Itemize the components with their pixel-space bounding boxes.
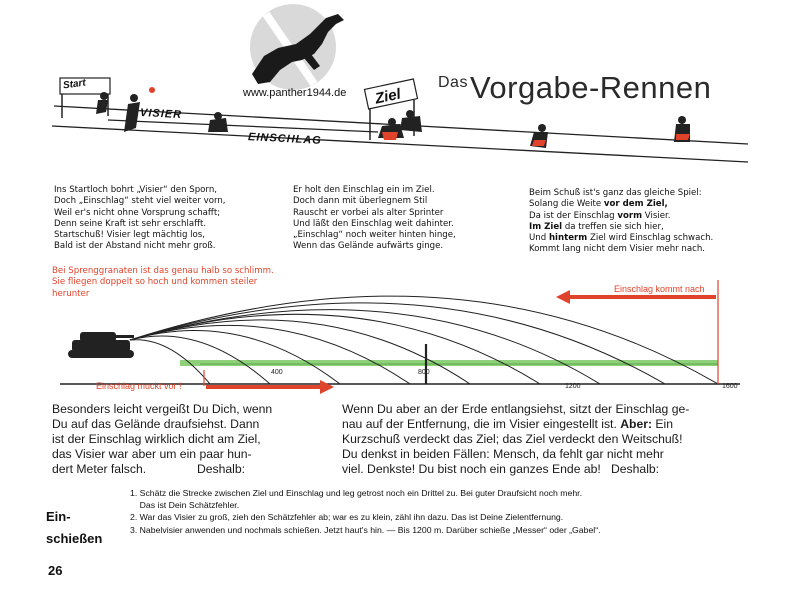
verse-text: da treffen sie sich hier, — [562, 221, 664, 232]
verse-bold: vorm — [617, 210, 643, 221]
einschiessen-list — [130, 487, 601, 536]
body-line: dert Meter falsch. Deshalb: — [52, 462, 246, 476]
body-left — [52, 402, 272, 477]
verse-line: Doch „Einschlag“ steht viel weiter vorn, — [54, 196, 226, 207]
list-item: 2. War das Visier zu groß, zieh den Schätzfehler ab; war es zu klein, zähl ihn dazu. Das ist Deine Zielentfernung. — [130, 512, 564, 523]
verse-line: Doch dann mit überlegnem Stil — [293, 196, 428, 207]
body-bold: Aber: — [620, 417, 653, 431]
list-item: 3. Nabelvisier anwenden und nochmals schießen. Jetzt haut's hin. — Bis 1200 m. Darüber schieße „Messer“ oder „Gabel“. — [130, 524, 601, 535]
body-text: Ein — [652, 417, 674, 431]
body-line: Du auf das Gelände draufsiehst. Dann — [52, 417, 260, 431]
verse-text: Und — [529, 233, 549, 244]
verse-line: Und läßt den Einschlag weit dahinter. — [293, 218, 454, 229]
verse-bold: hinterm — [548, 233, 588, 244]
start-sign: Start — [62, 77, 87, 92]
distance-label: 1200 — [565, 383, 581, 390]
distance-label: 1600 — [722, 383, 738, 390]
verse-line — [529, 199, 713, 210]
einschiessen-heading — [46, 506, 102, 550]
einschlag-lane-label: EINSCHLAG — [247, 131, 323, 147]
visier-lane-label: VISIER — [139, 106, 183, 122]
verse-line: Er holt den Einschlag ein im Ziel. — [293, 185, 435, 195]
body-line: Du denkst in beiden Fällen: Mensch, da fehlt gar nicht mehr — [342, 447, 664, 461]
verse-line — [529, 233, 713, 244]
verse-text: Visier. — [642, 210, 671, 221]
distance-label: 400 — [271, 369, 283, 376]
verse-text: Kommt lang nicht dem Visier mehr nach. — [529, 244, 706, 255]
verse-line: Bald ist der Abstand nicht mehr groß. — [54, 241, 216, 252]
body-line: Wenn Du aber an der Erde entlangsiehst, sitzt der Einschlag ge- — [342, 402, 690, 416]
title-prefix: Das — [438, 74, 468, 91]
verse-line — [529, 244, 713, 255]
body-line — [342, 417, 689, 432]
verse-line — [529, 211, 713, 222]
verse-line: „Einschlag“ noch weiter hinten hinge, — [293, 230, 456, 241]
body-line: Kurzschuß verdeckt das Ziel; das Ziel verdeckt den Weitschuß! — [342, 432, 683, 446]
verse-bold: vor dem Ziel, — [603, 199, 668, 210]
body-line: das Visier war aber um ein paar hun- — [52, 447, 252, 461]
verse-line: Denn seine Kraft ist sehr erschlafft. — [54, 218, 207, 229]
einschlag-muckt-vor-label: Einschlag muckt vor ! — [96, 381, 182, 391]
logo-url: www.panther1944.de — [243, 87, 347, 99]
verse-col2 — [293, 185, 456, 253]
heading-line: schießen — [46, 531, 103, 546]
heading-line: Ein- — [46, 509, 71, 524]
verse-line: Wenn das Gelände aufwärts ginge. — [293, 241, 444, 252]
verse-text: Ziel wird Einschlag schwach. — [587, 233, 714, 244]
list-item: 1. Schätz die Strecke zwischen Ziel und Einschlag und leg getrost noch ein Drittel zu. Bei guter Draufsicht noch mehr. — [130, 488, 582, 498]
einschlag-kommt-nach-label: Einschlag kommt nach — [614, 284, 705, 294]
verse-line: Rauscht er vorbei als alter Sprinter — [293, 207, 444, 218]
verse-line — [529, 222, 713, 233]
verse-line: Startschuß! Visier legt mächtig los, — [54, 230, 206, 241]
distance-label: 800 — [418, 369, 430, 376]
verse-bold: Im Ziel — [529, 221, 563, 232]
sprenggranaten-note: Bei Sprenggranaten ist das genau halb so schlimm. Sie fliegen doppelt so hoch und kommen steiler herunter — [52, 266, 274, 299]
ziel-sign: Ziel — [373, 85, 403, 108]
page-title — [438, 70, 711, 106]
title-main: Vorgabe-Rennen — [469, 70, 712, 105]
body-line: Besonders leicht vergeißt Du Dich, wenn — [52, 402, 273, 416]
body-line: ist der Einschlag wirklich dicht am Ziel, — [52, 432, 261, 446]
body-text: nau auf der Entfernung, die im Visier eingestellt ist. — [342, 417, 621, 431]
verse-col3 — [529, 188, 713, 256]
body-right — [342, 402, 689, 477]
list-item: Das ist Dein Schätzfehler. — [130, 500, 240, 511]
verse-line: Ins Startloch bohrt „Visier“ den Sporn, — [54, 185, 217, 195]
verse-line — [529, 188, 713, 199]
verse-text: Beim Schuß ist's ganz das gleiche Spiel: — [529, 188, 702, 198]
verse-text: Solang die Weite — [529, 199, 604, 210]
body-line: viel. Denkste! Du bist noch ein ganzes Ende ab! Deshalb: — [342, 462, 660, 476]
verse-col1 — [54, 185, 226, 253]
verse-line: Weil er's nicht ohne Vorsprung schafft; — [54, 207, 221, 218]
page-number: 26 — [48, 563, 63, 578]
verse-text: Da ist der Einschlag — [529, 210, 618, 221]
